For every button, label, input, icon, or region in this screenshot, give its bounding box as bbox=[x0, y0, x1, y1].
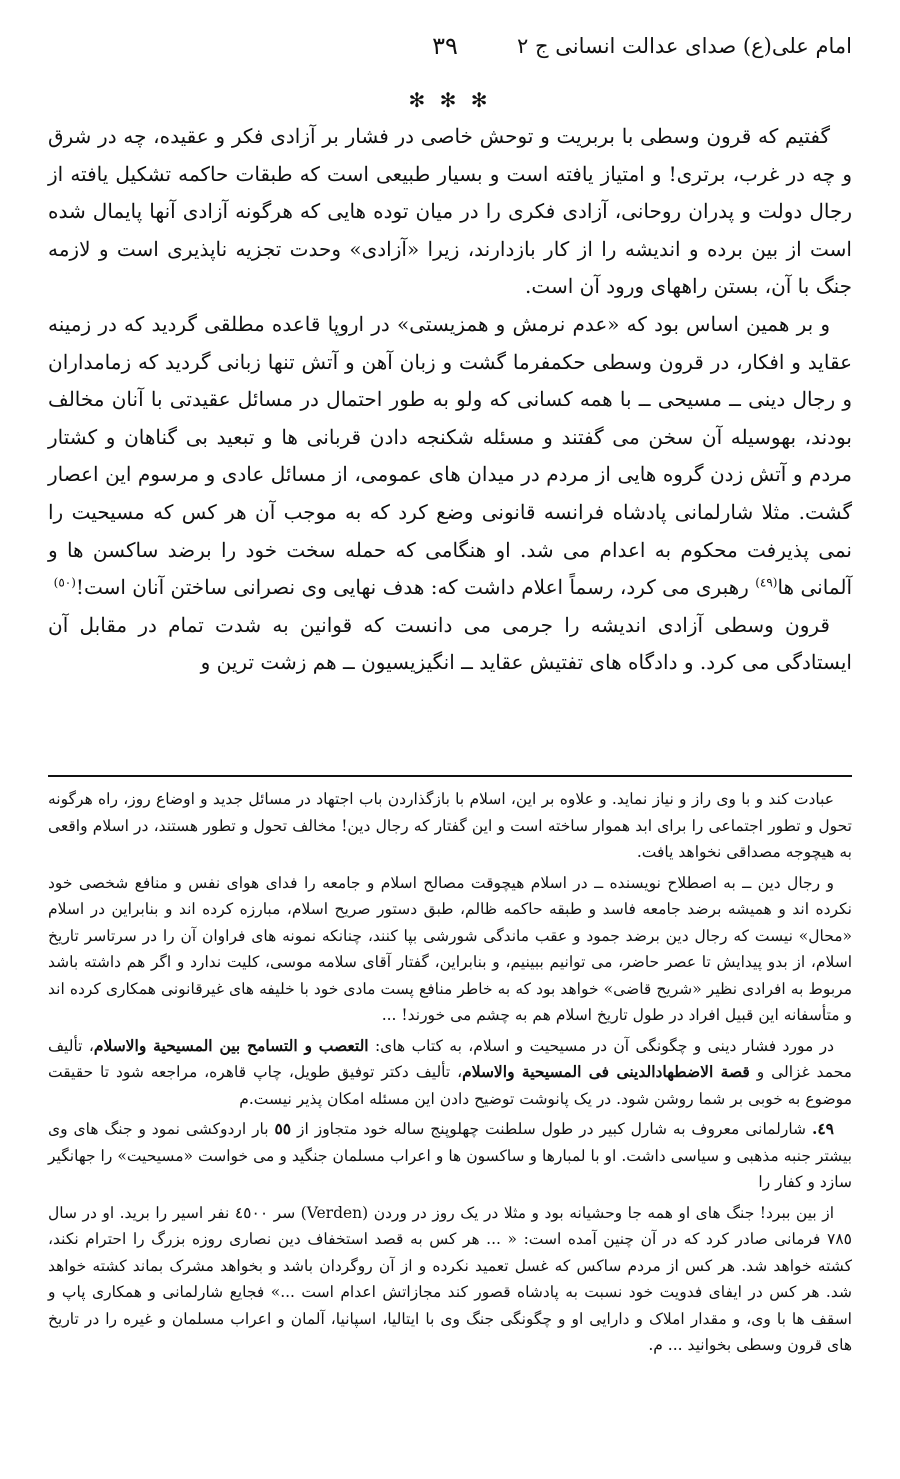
main-text bbox=[48, 118, 852, 682]
references-text-d: ، تألیف دکتر توفیق طویل، چاپ قاهره، مراجعه شود تا حقیقت موضوع به خوبی بر شما روشن شود. در یک پانوشت توضیح دادن این مسئله امکان پذیر نیست.م bbox=[48, 1063, 852, 1108]
footnote-49-text-a: شارلمانی معروف به شارل کبیر در طول سلطنت چهلوپنج ساله خود متجاوز از bbox=[291, 1120, 812, 1138]
footnote-continuation: عبادت کند و با وی راز و نیاز نماید. و علاوه بر این، اسلام با بازگذاردن باب اجتهاد در مسائل جدید و اوضاع روز، راه هرگونه تحول و تطور اجتماعی را برای ابد هموار ساخته است و این گفتار که رجال دین! مخالف تحول و تطور هستند، در اسلام واقعی به هیچوجه مصداقی نخواهد یافت. bbox=[48, 790, 852, 861]
footnotes-section bbox=[48, 786, 852, 1363]
paragraph-2-text-b: رهبری می کرد، رسماً اعلام داشت که: هدف نهایی وی نصرانی ساختن آنان است! bbox=[75, 575, 756, 600]
page-number: ٣٩ bbox=[432, 32, 458, 60]
paragraph-1: گفتیم که قرون وسطی با بربریت و توحش خاصی در فشار بر آزادی فکر و عقیده، چه در شرق و چه در غرب، برتری! و امتیاز یافته است و بسیار طبیعی است که طبقات حاکمه تشکیل یافته از رجال دولت و پدران روحانی، آزادی فکری را در میان توده هایی که هرگونه آزادی آنها پایمال شده است از بین برده و اندیشه را از کار بازدارند، زیرا «آزادی» وحدت تجزیه ناپذیری است و لازمه جنگ با آن، بستن راههای ورود آن است. bbox=[48, 124, 852, 299]
footnote-divider bbox=[48, 775, 852, 777]
footnote-49-continued: از بین ببرد! جنگ های او همه جا وحشیانه بود و مثلا در یک روز در وردن (Verden) سر ٤٥٠٠ نفر اسیر را برید. او در سال ٧٨٥ فرمانی صادر کرد که در آن چنین آمده است: « ... هر کس به قصد استخفاف دین نصاری روزه بزرگ را احترام نکند، کشته خواهد شد. هر کس از مردم ساکس که غسل تعمید نکرده و از آن روگردان باشد و بخواهد مشرک بماند کشته خواهد شد. هر کس در ایفای فدویت خود نسبت به پادشاه قصور کند مجازاتش اعدام است ...» فجایع شارلمانی و همکاری پاپ و اسقف ها با وی، و مقدار املاک و دارایی او و چگونگی جنگ وی با ایتالیا، اسپانیا، آلمان و اعراب مسلمان و غیره را در تاریخ های قرون وسطی بخوانید ... م. bbox=[48, 1203, 852, 1354]
footnote-49-number: ٤٩. bbox=[811, 1119, 834, 1138]
running-header-title: امام علی(ع) صدای عدالت انسانی ج ٢ bbox=[517, 34, 852, 58]
footnote-49 bbox=[48, 1116, 852, 1196]
translator-references-note bbox=[48, 1033, 852, 1113]
references-text-c: ، تألیف محمد غزالی و bbox=[48, 1036, 852, 1081]
book-title-1: التعصب و التسامح بین المسیحیة والاسلام bbox=[93, 1035, 369, 1055]
footnote-ref-50[interactable]: (٥٠) bbox=[53, 575, 76, 590]
footnote-ref-49[interactable]: (٤٩) bbox=[755, 575, 778, 590]
paragraph-3: قرون وسطی آزادی اندیشه را جرمی می دانست که قوانین به شدت تمام در مقابل آن ایستادگی می کرد. و دادگاه های تفتیش عقاید ــ انگیزیسیون ــ هم زشت ترین و bbox=[48, 612, 852, 675]
section-separator: ✻ ✻ ✻ bbox=[408, 88, 492, 112]
paragraph-2-text-a: و بر همین اساس بود که «عدم نرمش و همزیستی» در اروپا قاعده مطلقی گردید که در زمینه عقاید و افکار، در قرون وسطی حکمفرما گشت و زبان آهن و آتش تنها زبانی گردید که زمامداران و رجال دینی ــ مسیحی ــ با همه کسانی که ولو به طور احتمال در مسائل عقیدتی با آنان مخالف بودند، بهوسیله آن سخن می گفتند و مسئله شکنجه دادن قربانی ها و تبعید بی گناهان و کشتار مردم و آتش زدن گروه هایی از مردم در میدان های عمومی، از مسائل عادی و مرسوم این اعصار گشت. مثلا شارلمانی پادشاه فرانسه قانونی وضع کرد که به موجب آن هر کس که مسیحیت را نمی پذیرفت محکوم به اعدام می شد. او هنگامی که حمله سخت خود را برضد ساکسن ها و آلمانی ها bbox=[48, 311, 852, 600]
footnote-49-text-c: بار اردوکشی نمود و جنگ های وی بیشتر جنبه مذهبی و سیاسی داشت. او با لمبارها و ساکسون ها و اعراب مسلمان جنگید و می خواست «مسیحیت» را جهانگیر سازد و کفار را bbox=[48, 1120, 852, 1191]
translator-note: و رجال دین ــ به اصطلاح نویسنده ــ در اسلام هیچوقت مصالح اسلام و جامعه را فدای هوای نفس و منافع شخصی خود نکرده اند و همیشه برضد جامعه فاسد و طبقه حاکمه ظالم، طبق دستور صریح اسلام، مبارزه کرده اند و بنابراین در اسلام «محال» نیست که رجال دین برضد جمود و عقب ماندگی شورشی بپا کنند، چنانکه نمونه های فراوان آن را در سرتاسر تاریخ اسلام، از بدو پیدایش تا عصر حاضر، می توانیم ببینیم، و بنابراین، گفتار آقای سلامه موسی، کلیت ندارد و اگر هم داشته باشد مربوط به افرادی نظیر «شریح قاضی» خواهد بود که به خاطر منافع پست مادی خود با خلیفه های غیرقانونی همکاری کرده اند و متأسفانه این قبیل افراد در طول تاریخ اسلام هم به چشم می خورند! ... bbox=[48, 873, 852, 1024]
footnote-49-count: ٥٥ bbox=[274, 1119, 292, 1138]
references-text-a: در مورد فشار دینی و چگونگی آن در مسیحیت و اسلام، به کتاب های: bbox=[368, 1036, 834, 1055]
paragraph-2 bbox=[48, 306, 852, 607]
book-title-2: قصة الاضطهادالدینی فی المسیحیة والاسلام bbox=[462, 1062, 750, 1081]
